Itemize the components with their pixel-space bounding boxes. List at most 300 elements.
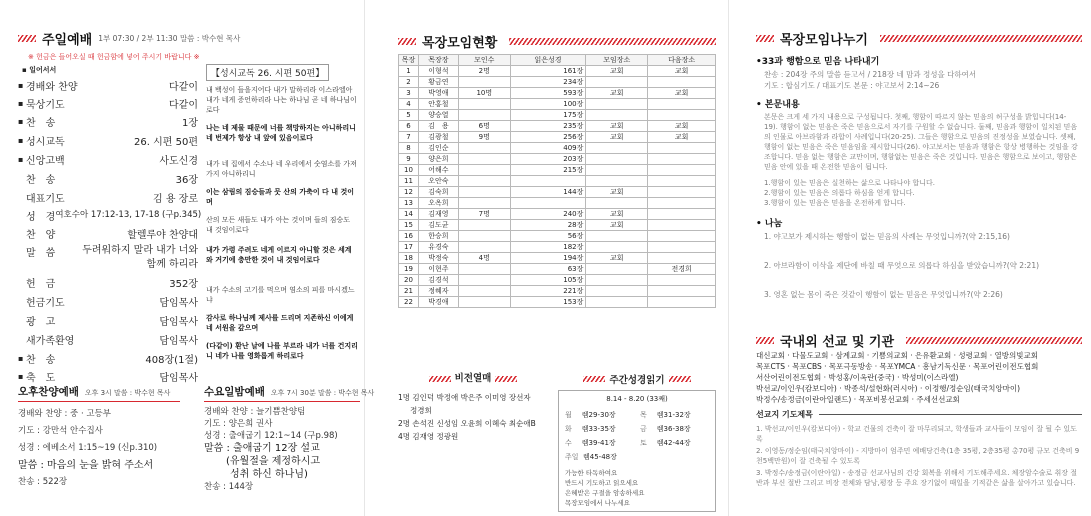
lesson-subject: •33과 행함으로 믿음 나타내기 bbox=[756, 57, 880, 67]
table-cell bbox=[510, 176, 586, 187]
table-cell bbox=[648, 231, 716, 242]
sharing-title: 목장모임나누기 bbox=[780, 33, 868, 48]
table-cell: 194장 bbox=[510, 253, 586, 264]
table-row bbox=[399, 275, 716, 286]
page-divider bbox=[728, 0, 729, 516]
order-label: 대표기도 bbox=[26, 194, 65, 205]
table-cell bbox=[458, 264, 510, 275]
order-row bbox=[18, 294, 198, 313]
order-label: 헌금기도 bbox=[26, 298, 65, 309]
table-cell bbox=[458, 297, 510, 308]
reading-chapter: 렘45-48장 bbox=[583, 453, 617, 461]
table-cell bbox=[586, 275, 648, 286]
table-cell bbox=[648, 154, 716, 165]
order-value: 사도신경 bbox=[159, 156, 198, 167]
order-label: 헌 금 bbox=[26, 279, 56, 290]
table-cell: 22 bbox=[399, 297, 419, 308]
table-cell: 19 bbox=[399, 264, 419, 275]
order-label: 신앙고백 bbox=[26, 156, 65, 167]
mission-prayer-list bbox=[756, 424, 1082, 488]
weekly-reading-title: 주간성경읽기 bbox=[609, 375, 665, 386]
order-value: 김 용 장로 bbox=[153, 194, 198, 205]
offering-note: ※ 헌금은 들어오실 때 헌금함에 넣어 주시기 바랍니다 ※ bbox=[28, 53, 200, 61]
order-row bbox=[18, 275, 198, 294]
verse: 나는 네 제물 때문에 너를 책망하지는 아니하리니 네 번제가 항상 내 앞에 있음이로다 bbox=[206, 124, 356, 142]
verse: 내가 가령 주려도 네게 이르지 아니할 것은 세계와 거기에 충만한 것이 내 것임이로다 bbox=[206, 246, 352, 264]
mission-prayer-item: 2. 이영동/정순임(태국치앙마이) - 지방마이 엄주민 예배당건축(1층 35평, 2층35평 총70평 규모 건축비 9천5백만원)이 잘 건축될 수 있도록 bbox=[756, 447, 1080, 465]
table-cell bbox=[586, 110, 648, 121]
table-cell bbox=[586, 198, 648, 209]
verse: 내가 수소의 고기를 먹으며 염소의 피를 마시겠느냐 bbox=[206, 286, 355, 304]
worship-info: 1부 07:30 / 2부 11:30 말씀 : 박수현 목사 bbox=[98, 34, 241, 43]
order-row bbox=[18, 351, 198, 369]
missions-line: 박선교/이인우(캄보디아) · 박종석/설현화(러시아) · 이정행/정순임(태국치앙마이) bbox=[756, 384, 1021, 393]
table-cell: 203장 bbox=[510, 154, 586, 165]
table-cell bbox=[648, 297, 716, 308]
table-cell bbox=[586, 77, 648, 88]
table-cell: 이형석 bbox=[418, 66, 458, 77]
table-cell: 교회 bbox=[648, 121, 716, 132]
worship-panel bbox=[18, 0, 375, 516]
order-bullet: ▪ bbox=[18, 136, 24, 145]
table-cell bbox=[648, 77, 716, 88]
table-cell bbox=[586, 264, 648, 275]
missions-content bbox=[756, 350, 1082, 488]
order-row bbox=[18, 313, 198, 332]
order-label: 찬 송 bbox=[26, 175, 56, 186]
order-label: 성 경 bbox=[26, 212, 56, 223]
afternoon-title: 오후찬양예배 bbox=[18, 386, 79, 398]
page-divider bbox=[364, 0, 365, 516]
table-cell bbox=[586, 154, 648, 165]
table-row bbox=[399, 242, 716, 253]
order-label: 경배와 찬양 bbox=[26, 82, 78, 93]
order-intro-text: 일어서서 bbox=[29, 66, 57, 74]
order-value: 352장 bbox=[169, 279, 198, 290]
table-cell: 교회 bbox=[586, 220, 648, 231]
column-header: 다음장소 bbox=[648, 55, 716, 66]
verse: (다같이) 환난 날에 나를 부르라 내가 너를 건지리니 네가 나를 영화롭게 하리로다 bbox=[206, 342, 358, 360]
afternoon-header bbox=[18, 384, 180, 402]
table-row bbox=[399, 297, 716, 308]
order-value: 담임목사 bbox=[159, 373, 198, 384]
table-cell: 김재영 bbox=[418, 209, 458, 220]
table-cell: 100장 bbox=[510, 99, 586, 110]
table-cell bbox=[586, 297, 648, 308]
order-value: 36장 bbox=[175, 175, 198, 186]
table-row bbox=[399, 132, 716, 143]
verse: 이는 삼림의 짐승들과 뭇 산의 가축이 다 내 것이며 bbox=[206, 188, 354, 206]
table-cell: 235장 bbox=[510, 121, 586, 132]
hatch-decoration bbox=[398, 38, 416, 45]
mokjang-panel bbox=[398, 0, 716, 516]
order-label: 광 고 bbox=[26, 317, 56, 328]
table-row bbox=[399, 220, 716, 231]
table-cell: 4명 bbox=[458, 253, 510, 264]
reading-chapter: 렘29-30장 bbox=[581, 411, 616, 419]
weekly-reading-box bbox=[558, 390, 716, 512]
table-cell bbox=[586, 286, 648, 297]
table-cell: 9 bbox=[399, 154, 419, 165]
table-cell: 10명 bbox=[458, 88, 510, 99]
missions-line: 목포CTS · 목포CBS · 목포극동방송 · 목포YMCA · 흥남기독신문 · 목포어린이전도협회 bbox=[756, 362, 1039, 371]
order-value: 담임목사 bbox=[159, 298, 198, 309]
order-row bbox=[18, 171, 198, 190]
table-cell bbox=[458, 242, 510, 253]
order-label: 묵상기도 bbox=[26, 100, 65, 111]
table-cell: 4 bbox=[399, 99, 419, 110]
table-cell: 8 bbox=[399, 143, 419, 154]
column-header: 목장장 bbox=[418, 55, 458, 66]
table-cell: 한승희 bbox=[418, 231, 458, 242]
afternoon-line: 말씀 : 마음의 눈을 밝혀 주소서 bbox=[18, 460, 154, 471]
order-row bbox=[18, 152, 198, 171]
table-cell bbox=[458, 165, 510, 176]
order-label: 찬 송 bbox=[26, 355, 56, 366]
table-cell bbox=[648, 110, 716, 121]
mission-prayer-item: 3. 박정수/송정금(이란아일) - 송정금 선교사님의 건강 회복을 위해서 기도해주세요. 체장암수술로 취장 절반과 부신 절반 그리고 비장 전체와 담낭,평장 등 주요 장기없이 때일을 기적같은 삶을 살아가고 있습니다. bbox=[756, 469, 1077, 487]
order-bullet: ▪ bbox=[18, 117, 24, 126]
table-cell: 63장 bbox=[510, 264, 586, 275]
table-row bbox=[399, 154, 716, 165]
order-value: 다같이 bbox=[169, 100, 198, 111]
body-heading: • 본문내용 bbox=[756, 100, 800, 110]
table-row bbox=[399, 165, 716, 176]
order-value: 담임목사 bbox=[159, 336, 198, 347]
table-cell: 215장 bbox=[510, 165, 586, 176]
body-text: 본문은 크게 세 가지 내용으로 구성됩니다. 첫째, 행함이 따르지 않는 믿음의 허구성을 밝힙니다(14-19). 행함이 없는 믿음은 죽은 믿음으로서 자기를 구원할 수 없습니다. 둘째, 믿음과 행함이 일치된 믿음의 인물로 아브라함과 라합이 사례입니다(20-25). 그들은 행함으로 믿음의 진정성을 보였습니다. 셋째, 행함이 없는 믿음은 죽은 믿음임을 제시합니다(26). 야고보서는 믿음과 행함은 항상 병행하는 것임을 강조합니다. 믿음 없는 행함은 교만이며, 행함없는 믿음은 죽은 것입니다. 믿음은 행함으로 보이고, 행함은 믿음 안에 있을 때 온전한 믿음이 됩니다. bbox=[764, 113, 1078, 171]
order-value: 두려워하지 말라 내가 너와 함께 하리라 bbox=[82, 245, 198, 270]
reading-day: 목 bbox=[640, 411, 647, 419]
wednesday-line: 찬송 : 144장 bbox=[204, 482, 254, 492]
share-question: 3. 영혼 없는 몸이 죽은 것같이 행함이 없는 믿음은 무엇입니까?(약 2:26) bbox=[764, 290, 1003, 299]
reading-chapter: 렘39-41장 bbox=[581, 439, 616, 447]
table-cell bbox=[458, 154, 510, 165]
table-cell bbox=[648, 143, 716, 154]
table-cell: 105장 bbox=[510, 275, 586, 286]
hatch-decoration bbox=[756, 35, 774, 42]
reading-day: 월 bbox=[565, 411, 572, 419]
table-cell: 6명 bbox=[458, 121, 510, 132]
table-row bbox=[399, 264, 716, 275]
reading-row bbox=[565, 436, 709, 450]
order-row bbox=[18, 208, 202, 226]
wednesday-header bbox=[204, 384, 375, 402]
reading-tip: 가능한 타독하여요 bbox=[565, 469, 618, 477]
hatch-decoration bbox=[906, 337, 1082, 344]
missions-list bbox=[756, 350, 1082, 405]
order-row bbox=[18, 332, 198, 351]
divider-line bbox=[819, 414, 1082, 415]
table-cell: 김 용 bbox=[418, 121, 458, 132]
table-cell: 안홍철 bbox=[418, 99, 458, 110]
table-cell bbox=[648, 286, 716, 297]
table-cell bbox=[586, 143, 648, 154]
table-cell: 교회 bbox=[586, 132, 648, 143]
table-cell: 14 bbox=[399, 209, 419, 220]
table-cell: 정혜자 bbox=[418, 286, 458, 297]
missions-header bbox=[756, 331, 1082, 350]
table-cell bbox=[458, 187, 510, 198]
table-cell: 13 bbox=[399, 198, 419, 209]
table-row bbox=[399, 110, 716, 121]
reading-row bbox=[565, 450, 709, 464]
weekly-reading bbox=[558, 372, 716, 512]
table-row bbox=[399, 121, 716, 132]
order-row bbox=[18, 114, 198, 133]
table-cell: 153장 bbox=[510, 297, 586, 308]
table-cell bbox=[648, 198, 716, 209]
reading-chapter: 렘42-44장 bbox=[656, 439, 691, 447]
afternoon-service bbox=[18, 384, 180, 491]
order-intro: ▪ 일어서서 bbox=[22, 66, 57, 74]
wednesday-line: 말씀 : 출애굽기 12장 설교 bbox=[204, 443, 320, 454]
order-value: 다같이 bbox=[169, 82, 198, 93]
afternoon-line: 기도 : 강만석 안수집사 bbox=[18, 426, 103, 436]
table-cell bbox=[458, 143, 510, 154]
order-label: 찬 송 bbox=[26, 118, 56, 129]
table-cell: 20 bbox=[399, 275, 419, 286]
table-cell bbox=[586, 242, 648, 253]
table-cell: 교회 bbox=[648, 88, 716, 99]
hatch-decoration bbox=[880, 35, 1082, 42]
table-cell: 김인순 bbox=[418, 143, 458, 154]
reading-day: 주일 bbox=[565, 453, 579, 461]
order-value: 408장(1절) bbox=[145, 355, 198, 366]
reading-period: 8.14 - 8.20 (33째) bbox=[606, 395, 668, 403]
table-cell: 교회 bbox=[586, 209, 648, 220]
missions-line: 서산어린이전도협회 · 박성홍/이옥란(중국) · 박성미(이스라엘) bbox=[756, 373, 959, 382]
order-bullet: ▪ bbox=[18, 354, 24, 363]
table-cell bbox=[458, 198, 510, 209]
table-cell: 양은희 bbox=[418, 154, 458, 165]
table-cell bbox=[458, 110, 510, 121]
table-row bbox=[399, 286, 716, 297]
table-cell: 256장 bbox=[510, 132, 586, 143]
afternoon-info: 오후 3시 말씀 : 박수현 목사 bbox=[84, 389, 171, 397]
column-header: 모임장소 bbox=[586, 55, 648, 66]
share-questions bbox=[756, 231, 1080, 300]
table-cell: 161장 bbox=[510, 66, 586, 77]
order-value: 담임목사 bbox=[159, 317, 198, 328]
vision-fruit-line: 1명 김인덕 박정애 박은주 이미영 장선자 bbox=[398, 393, 531, 402]
share-question: 2. 아브라함이 이삭을 제단에 바칠 때 무엇으로 의롭다 하심을 받았습니까?(약 2:21) bbox=[764, 261, 1040, 270]
table-cell bbox=[586, 165, 648, 176]
wednesday-line: 성경 : 출애굽기 12:1~14 (구p.98) bbox=[204, 431, 338, 441]
table-cell: 28장 bbox=[510, 220, 586, 231]
table-cell: 교회 bbox=[586, 66, 648, 77]
table-cell: 5 bbox=[399, 110, 419, 121]
table-cell bbox=[458, 286, 510, 297]
order-row bbox=[18, 190, 198, 208]
table-cell: 144장 bbox=[510, 187, 586, 198]
table-cell bbox=[586, 176, 648, 187]
table-cell: 양승열 bbox=[418, 110, 458, 121]
hatch-decoration bbox=[18, 35, 36, 42]
body-point: 2.행함이 있는 믿음은 의롭다 하심을 얻게 합니다. bbox=[764, 189, 915, 197]
table-cell: 교회 bbox=[586, 187, 648, 198]
table-cell: 유경숙 bbox=[418, 242, 458, 253]
sharing-panel bbox=[752, 0, 1082, 516]
table-cell: 김광철 bbox=[418, 132, 458, 143]
sharing-content bbox=[756, 54, 1080, 300]
table-cell: 어해수 bbox=[418, 165, 458, 176]
table-cell: 11 bbox=[399, 176, 419, 187]
wednesday-line: 경배와 찬양 : 늘기쁨찬양팀 bbox=[204, 407, 306, 417]
table-cell bbox=[458, 231, 510, 242]
body-points bbox=[756, 178, 1080, 208]
table-cell bbox=[458, 77, 510, 88]
order-row bbox=[18, 226, 198, 244]
vision-fruit-line: 4명 김재영 정광원 bbox=[398, 432, 459, 441]
order-value: 26. 시편 50편 bbox=[134, 137, 198, 148]
order-value: 1장 bbox=[181, 118, 198, 129]
verse: 내 백성이 들을지어다 내가 말하리라 이스라엘아 내가 네게 증언하리라 나는 하나님 곧 네 하나님이로다 bbox=[206, 86, 357, 114]
sharing-header bbox=[756, 29, 1082, 48]
order-row bbox=[18, 78, 198, 96]
responsive-reading-ref: 【성시교독 26. 시편 50편】 bbox=[206, 64, 329, 81]
table-cell bbox=[458, 220, 510, 231]
table-cell: 9명 bbox=[458, 132, 510, 143]
verse: 감사로 하나님께 제사를 드리며 지존하신 이에게 네 서원을 갚으며 bbox=[206, 314, 354, 332]
wednesday-line: 기도 : 양은희 권사 bbox=[204, 419, 273, 429]
share-question: 1. 야고보가 제시하는 행함이 없는 믿음의 사례는 무엇입니까?(약 2:15,16) bbox=[764, 232, 1010, 241]
table-cell: 교회 bbox=[648, 66, 716, 77]
reading-tips bbox=[565, 468, 709, 508]
table-cell: 황금연 bbox=[418, 77, 458, 88]
table-row bbox=[399, 187, 716, 198]
missions-line: 박정수/송정금(이란아일랜드) · 목포비봉선교회 · 주세선선교회 bbox=[756, 395, 960, 404]
mokjang-header bbox=[398, 32, 716, 51]
body-point: 3.행함이 있는 믿음은 믿음을 온전하게 합니다. bbox=[764, 199, 906, 207]
verse: 내가 네 집에서 수소나 네 우리에서 숫염소를 가져가지 아니하리니 bbox=[206, 160, 357, 178]
table-cell bbox=[648, 275, 716, 286]
table-cell: 17 bbox=[399, 242, 419, 253]
table-cell bbox=[458, 99, 510, 110]
hatch-decoration bbox=[669, 376, 691, 382]
mokjang-table-body bbox=[399, 66, 716, 308]
table-cell: 2 bbox=[399, 77, 419, 88]
table-cell: 3 bbox=[399, 88, 419, 99]
table-row bbox=[399, 253, 716, 264]
table-cell: 182장 bbox=[510, 242, 586, 253]
order-label: 새가족환영 bbox=[26, 336, 75, 347]
reading-chapter: 렘36-38장 bbox=[656, 425, 691, 433]
table-cell: 오옥희 bbox=[418, 198, 458, 209]
column-header: 모인수 bbox=[458, 55, 510, 66]
table-cell: 15 bbox=[399, 220, 419, 231]
table-cell bbox=[648, 253, 716, 264]
table-header-row bbox=[399, 55, 716, 66]
table-cell: 이현주 bbox=[418, 264, 458, 275]
reading-tip: 반드시 기도하고 읽으세요 bbox=[565, 479, 639, 487]
worship-title: 주일예배 bbox=[42, 33, 93, 48]
table-cell bbox=[648, 242, 716, 253]
table-row bbox=[399, 231, 716, 242]
wednesday-line: 성취 하신 하나님) bbox=[230, 469, 308, 480]
table-cell: 김숙희 bbox=[418, 187, 458, 198]
responsive-reading bbox=[206, 64, 358, 371]
share-heading: • 나눔 bbox=[756, 219, 783, 229]
order-bullet: ▪ bbox=[18, 155, 24, 164]
order-value: 여호수아 17:12-13, 17-18 (구p.345) bbox=[55, 210, 202, 220]
table-cell bbox=[648, 187, 716, 198]
table-cell bbox=[648, 220, 716, 231]
table-cell: 6 bbox=[399, 121, 419, 132]
table-cell bbox=[586, 231, 648, 242]
table-row bbox=[399, 66, 716, 77]
lesson-hymn: 찬송 : 204장 주의 말씀 듣고서 / 218장 네 맘과 정성을 다하여서 bbox=[764, 70, 977, 79]
reading-day: 토 bbox=[640, 439, 647, 447]
reading-day: 화 bbox=[565, 425, 572, 433]
reading-tip: 은혜받은 구절을 암송하세요 bbox=[565, 489, 645, 497]
table-cell bbox=[510, 198, 586, 209]
vision-fruit-line: 2명 손석진 신성임 오윤희 이혜숙 최순애B bbox=[398, 419, 536, 428]
order-label: 말 씀 bbox=[26, 248, 56, 259]
reading-chapter: 렘33-35장 bbox=[581, 425, 616, 433]
table-cell bbox=[458, 176, 510, 187]
mokjang-table bbox=[398, 54, 716, 308]
vision-fruit-header bbox=[398, 372, 548, 385]
hatch-decoration bbox=[495, 376, 517, 382]
afternoon-line: 찬송 : 522장 bbox=[18, 477, 68, 487]
table-cell bbox=[586, 99, 648, 110]
order-label: 축 도 bbox=[26, 373, 56, 384]
mokjang-table-wrap bbox=[398, 54, 716, 308]
table-cell: 175장 bbox=[510, 110, 586, 121]
mokjang-title: 목장모임현황 bbox=[422, 36, 498, 51]
order-row bbox=[18, 133, 198, 152]
table-cell: 김경석 bbox=[418, 275, 458, 286]
table-cell: 박경애 bbox=[418, 297, 458, 308]
table-row bbox=[399, 209, 716, 220]
worship-header bbox=[18, 29, 358, 48]
hatch-decoration bbox=[756, 337, 774, 344]
order-label: 찬 양 bbox=[26, 230, 56, 241]
afternoon-line: 성경 : 에베소서 1:15~19 (신p.310) bbox=[18, 443, 158, 453]
lesson-prayer: 기도 : 합심기도 / 대표기도 본문 : 야고보서 2:14~26 bbox=[764, 81, 940, 90]
table-cell: 박영애 bbox=[418, 88, 458, 99]
hatch-decoration bbox=[509, 38, 716, 45]
reading-day: 수 bbox=[565, 439, 572, 447]
order-label: 성시교독 bbox=[26, 137, 65, 148]
mission-prayer-header bbox=[756, 409, 1082, 420]
vision-fruit-list bbox=[398, 391, 548, 443]
vision-fruit bbox=[398, 372, 548, 443]
table-cell: 10 bbox=[399, 165, 419, 176]
order-bullet: ▪ bbox=[18, 81, 24, 90]
table-row bbox=[399, 77, 716, 88]
table-cell bbox=[648, 99, 716, 110]
reading-chapter: 렘31-32장 bbox=[656, 411, 691, 419]
missions-title: 국내외 선교 및 기관 bbox=[780, 335, 895, 350]
worship-order bbox=[18, 78, 202, 387]
table-cell: 240장 bbox=[510, 209, 586, 220]
verse: 산의 모든 새들도 내가 아는 것이며 들의 짐승도 내 것임이로다 bbox=[206, 216, 351, 234]
table-cell: 409장 bbox=[510, 143, 586, 154]
table-row bbox=[399, 198, 716, 209]
mission-prayer-title: 선교지 기도제목 bbox=[756, 410, 813, 419]
table-cell bbox=[648, 209, 716, 220]
order-bullet: ▪ bbox=[18, 99, 24, 108]
reading-row bbox=[565, 422, 709, 436]
wednesday-title: 수요일밤예배 bbox=[204, 386, 265, 398]
table-cell: 7명 bbox=[458, 209, 510, 220]
table-cell: 교회 bbox=[586, 253, 648, 264]
table-cell: 전경희 bbox=[648, 264, 716, 275]
table-cell: 16 bbox=[399, 231, 419, 242]
weekly-reading-header bbox=[558, 372, 716, 386]
